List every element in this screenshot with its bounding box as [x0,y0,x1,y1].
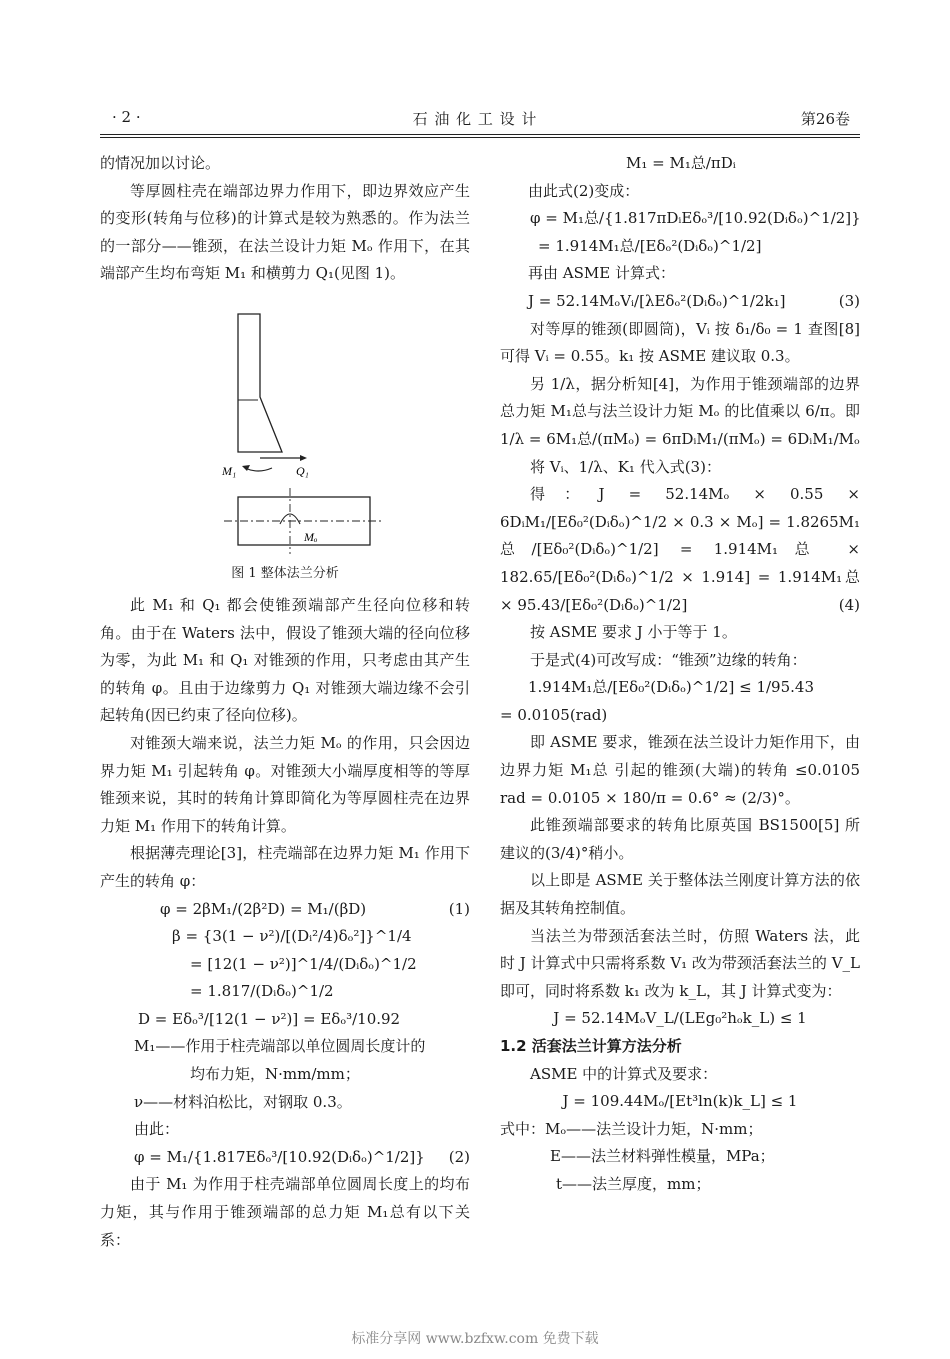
equation-beta: = 1.817/(Dᵢδₒ)^1/2 [190,982,334,1001]
figure-1 [100,292,470,592]
definition: E——法兰材料弹性模量，MPa； [550,1147,775,1166]
footer-watermark: 标准分享网 www.bzfxw.com 免费下载 [351,1331,599,1347]
paragraph: 根据薄壳理论[3]，柱壳端部在边界力矩 M₁ 作用下产生的转角 φ： [100,844,470,890]
paragraph: 当法兰为带颈活套法兰时，仿照 Waters 法，此时 J 计算式中只需将系数 V₁ 改为带颈活套法兰的 V_L 即可，同时将系数 k₁ 改为 k_L，其 J 计算式变为： [500,926,860,1000]
paragraph: 再由 ASME 计算式： [528,264,675,283]
definition: 均布力矩，N·mm/mm； [190,1065,360,1084]
paragraph: 由此式(2)变成： [528,181,640,200]
label-q1: Q₁ [296,463,309,478]
equation-6: J = 109.44Mₒ/[Et³ln(k)k_L] ≤ 1 [562,1092,798,1111]
left-column [100,150,470,1254]
equation-3 [500,288,860,316]
equation-d: D = Eδₒ³/[12(1 − ν²)] = Eδₒ³/10.92 [138,1009,401,1028]
header-rule [100,134,860,135]
right-column [500,150,860,1199]
definition: M₁——作用于柱壳端部以单位圆周长度计的 [134,1037,426,1056]
definition: t——法兰厚度，mm； [556,1174,711,1193]
equation-phi: = 1.914M₁总/[Eδₒ²(Dᵢδₒ)^1/2] [538,236,762,255]
equation-5: J = 52.14MₒV_L/(LEg₀²hₒk_L) ≤ 1 [553,1009,807,1028]
equation-body: φ = M₁/{1.817Eδₒ³/[10.92(Dᵢδₒ)^1/2]} [134,1147,425,1166]
definition: ν——材料泊松比，对钢取 0.3。 [134,1092,352,1111]
equation-phi: φ = M₁总/{1.817πDᵢEδₒ³/[10.92(Dᵢδₒ)^1/2]} [530,209,861,228]
paragraph: 由此： [134,1120,180,1139]
equation-number: (3) [838,291,860,310]
moment-arrow-m1 [245,468,272,471]
equation-body: J = 52.14MₒVᵢ/[λEδₒ²(Dᵢδₒ)^1/2k₁] [528,291,786,310]
paragraph: 对锥颈大端来说，法兰力矩 Mₒ 的作用，只会因边界力矩 M₁ 引起转角 φ。对锥颈大小端厚度相等的等厚锥颈来说，其时的转角计算即简化为等厚圆柱壳在边界力矩 M₁ 作用下的转角计算。 [100,733,470,835]
paragraph: 对等厚的锥颈(即圆筒)，Vᵢ 按 δ₁/δ₀ = 1 查图[8]可得 Vᵢ = 0.55。k₁ 按 ASME 建议取 0.3。 [500,319,860,366]
section-heading: 1.2 活套法兰计算方法分析 [500,1037,682,1055]
equation-2 [100,1144,470,1172]
paragraph: ASME 中的计算式及要求： [530,1064,718,1083]
volume-label: 第26卷 [800,110,850,128]
paragraph: 按 ASME 要求 J 小于等于 1。 [530,623,737,642]
paragraph: 以上即是 ASME 关于整体法兰刚度计算方法的依据及其转角控制值。 [500,871,860,918]
figure-caption: 图 1 整体法兰分析 [231,565,339,581]
paragraph: 即 ASME 要求，锥颈在法兰设计力矩作用下，由边界力矩 M₁总 引起的锥颈(大端)的转角 ≤0.0105 rad = 0.0105 × 180/π = 0.6° ≈ (2/3)°。 [500,733,860,807]
definition: 式中：Mₒ——法兰设计力矩，N·mm； [500,1119,763,1138]
paragraph: 此锥颈端部要求的转角比原英国 BS1500[5] 所建议的(3/4)°稍小。 [500,816,860,862]
paragraph: 此 M₁ 和 Q₁ 都会使锥颈端部产生径向位移和转角。由于在 Waters 法中，假设了锥颈大端的径向位移为零，为此 M₁ 和 Q₁ 对锥颈的作用，只考虑由其产生的转角 φ。且由于边缘剪力 Q₁ 对锥颈大端边缘不会引起转角(因已约束了径向位移)。 [100,595,470,725]
equation-beta: = [12(1 − ν²)]^1/4/(Dᵢδₒ)^1/2 [190,954,417,973]
paragraph: 的情况加以讨论。 [100,154,221,172]
label-mo: Mₒ [304,529,318,544]
paragraph: 另 1/λ，据分析知[4]，为作用于锥颈端部的边界总力矩 M₁总与法兰设计力矩 Mₒ 的比值乘以 6/π。即 1/λ = 6M₁总/(πMₒ) = 6πDᵢM₁/(πMₒ) = 6DᵢM₁/Mₒ [500,374,860,448]
equation-body: φ = 2βM₁/(2β²D) = M₁/(βD) [160,899,367,918]
equation-number: (1) [448,899,470,918]
equation-m1: M₁ = M₁总/πDᵢ [626,154,736,172]
hub-outline [238,314,282,452]
equation-ineq: 1.914M₁总/[Eδ₀²(Dᵢδₒ)^1/2] ≤ 1/95.43 [528,678,814,697]
equation-number: (2) [448,1147,470,1166]
paragraph: 于是式(4)可改写成：“锥颈”边缘的转角： [530,650,807,669]
journal-title: 石 油 化 工 设 计 [412,110,538,128]
equation-ineq: = 0.0105(rad) [500,705,608,724]
paragraph: 由于 M₁ 为作用于柱壳端部单位圆周长度上的均布力矩，其与作用于锥颈端部的总力矩 M₁总有以下关系： [100,1175,470,1249]
equation-beta: β = {3(1 − ν²)/[(Dᵢ²/4)δₒ²]}^1/4 [172,927,412,946]
flange-diagram [100,292,470,592]
paragraph: 得：J = 52.14Mₒ × 0.55 × 6DᵢM₁/[Eδ₀²(Dᵢδₒ)^1/2 × 0.3 × Mₒ] = 1.8265M₁总/[Eδ₀²(Dᵢδₒ)^1/2] = 1.914M₁总 × 182.65/[Eδ₀²(Dᵢδₒ)^1/2 × 1.914] = 1.914M₁总 × 95.43/[Eδ₀²(Dᵢδₒ)^1/2] [500,485,860,614]
page-number: · 2 · [112,108,141,126]
paragraph: 等厚圆柱壳在端部边界力作用下，即边界效应产生的变形(转角与位移)的计算式是较为熟悉的。作为法兰的一部分——锥颈，在法兰设计力矩 Mₒ 作用下，在其端部产生均布弯矩 M₁ 和横剪力 Q₁(见图 1)。 [100,181,470,283]
header-rule-thin [100,137,860,138]
arrowhead [300,455,307,461]
equation-1 [100,896,470,924]
paragraph: 将 Vᵢ、1/λ、K₁ 代入式(3)： [530,457,721,476]
label-m1: M₁ [222,463,237,478]
equation-number-4: (4) [838,595,860,614]
